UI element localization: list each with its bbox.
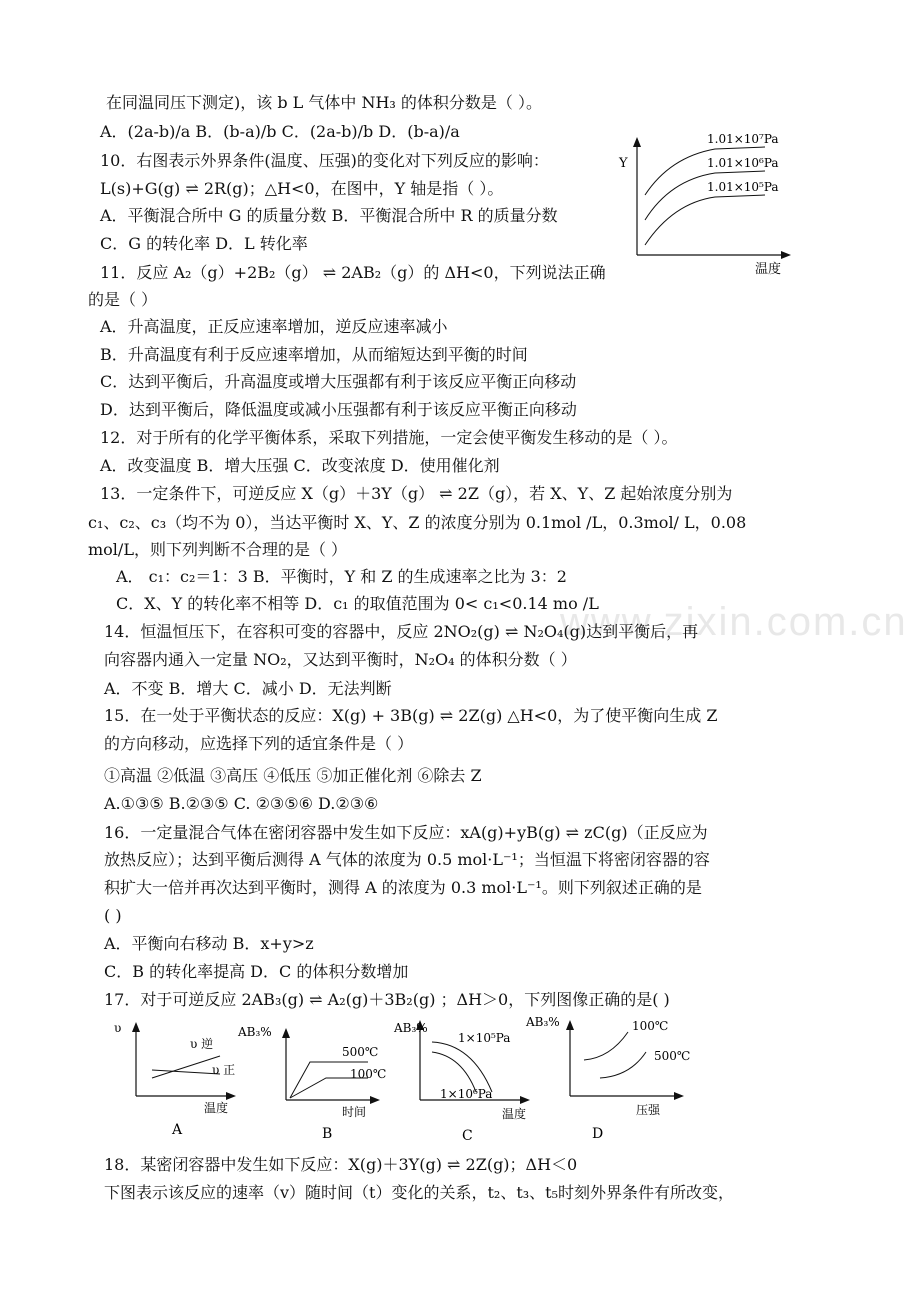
text-line: 的方向移动，应选择下列的适宜条件是（ ） — [104, 734, 414, 753]
fig17b-caption: B — [322, 1126, 333, 1142]
fig17a-line-reverse — [152, 1056, 220, 1078]
question-10: 10．右图表示外界条件(温度、压强)的变化对下列反应的影响： — [100, 151, 549, 170]
text-line: ( ) — [104, 906, 122, 925]
fig17a-label: υ 逆 — [190, 1037, 214, 1051]
fig10-x-label: 温度 — [755, 262, 782, 277]
fig17a-x-label: 温度 — [204, 1101, 229, 1115]
fig17-graph-c — [392, 1012, 542, 1144]
fig17-graph-d — [526, 1012, 700, 1144]
question-13: 13．一定条件下，可逆反应 X（g）＋3Y（g） ⇌ 2Z（g），若 X、Y、Z 起始浓度分别为 — [100, 484, 733, 503]
text-line: A．改变温度 B．增大压强 C．改变浓度 D．使用催化剂 — [100, 456, 500, 475]
text-line: A.①③⑤ B.②③⑤ C. ②③⑤⑥ D.②③⑥ — [104, 794, 379, 813]
text-line: A． c₁：c₂＝1：3 B．平衡时，Y 和 Z 的生成速率之比为 3：2 — [116, 567, 567, 586]
fig17a-caption: A — [172, 1122, 183, 1138]
fig17a-line-forward — [152, 1070, 220, 1074]
fig17c-curve-1 — [432, 1042, 492, 1092]
fig17c-label: 1×10⁶Pa — [440, 1087, 493, 1101]
fig17b-label: 500℃ — [342, 1045, 379, 1059]
question-12: 12．对于所有的化学平衡体系，采取下列措施，一定会使平衡发生移动的是（ ）。 — [100, 428, 678, 447]
fig17a-y-label: υ — [114, 1021, 122, 1035]
text-line: C．B 的转化率提高 D．C 的体积分数增加 — [104, 962, 409, 981]
text-line: 放热反应）；达到平衡后测得 A 气体的浓度为 0.5 mol·L⁻¹；当恒温下将密闭容器的容 — [104, 850, 710, 869]
fig17d-label: 500℃ — [654, 1049, 691, 1063]
watermark: www.zixin.com.cn — [560, 600, 908, 644]
fig10-curve-3 — [645, 195, 765, 245]
text-line: A．(2a-b)/a B．(b-a)/b C．(2a-b)/b D．(b-a)/a — [100, 122, 460, 141]
text-line: c₁、c₂、c₃（均不为 0），当达平衡时 X、Y、Z 的浓度分别为 0.1mol /L，0.3mol/ L，0.08 — [88, 513, 747, 532]
fig10-y-arrow — [633, 137, 641, 147]
text-line: ①高温 ②低温 ③高压 ④低压 ⑤加正催化剂 ⑥除去 Z — [104, 766, 482, 785]
fig17c-x-label: 温度 — [502, 1107, 527, 1121]
text-line: L(s)+G(g) ⇌ 2R(g)；△H<0，在图中，Y 轴是指（ ）。 — [100, 179, 504, 198]
fig17c-caption: C — [462, 1128, 473, 1144]
text-line: A．升高温度，正反应速率增加，逆反应速率减小 — [100, 317, 448, 336]
fig10-x-arrow — [781, 251, 791, 259]
fig17-graph-a — [112, 1018, 242, 1140]
text-line: A．平衡向右移动 B．x+y>z — [104, 934, 314, 953]
fig17d-curve-500 — [600, 1052, 646, 1078]
fig17b-x-label: 时间 — [342, 1105, 367, 1119]
fig10-curve-label: 1.01×10⁶Pa — [707, 156, 779, 170]
fig17d-curve-100 — [584, 1032, 628, 1060]
text-line: mol/L，则下列判断不合理的是（ ） — [88, 540, 348, 559]
fig10-y-label: Y — [619, 156, 628, 171]
question-11: 11．反应 A₂（g）+2B₂（g） ⇌ 2AB₂（g）的 ΔH<0，下列说法正确 — [100, 263, 606, 282]
fig17d-y-label: AB₃% — [526, 1015, 560, 1029]
fig10-curve-label: 1.01×10⁷Pa — [707, 132, 779, 146]
question-16: 16．一定量混合气体在密闭容器中发生如下反应：xA(g)+yB(g) ⇌ zC(g)（正反应为 — [104, 823, 708, 842]
fig17b-line-100 — [290, 1078, 368, 1098]
text-line: 向容器内通入一定量 NO₂，又达到平衡时，N₂O₄ 的体积分数（ ） — [104, 650, 577, 669]
text-line: C．X、Y 的转化率不相等 D．c₁ 的取值范围为 0< c₁<0.14 mo /L — [116, 594, 599, 613]
question-15: 15．在一处于平衡状态的反应：X(g) + 3B(g) ⇌ 2Z(g) △H<0，为了使平衡向生成 Z — [104, 706, 718, 725]
text-line: C．达到平衡后，升高温度或增大压强都有利于该反应平衡正向移动 — [100, 372, 577, 391]
fig17-graph-b — [238, 1018, 388, 1140]
fig10-graph — [615, 125, 815, 275]
fig17c-label: 1×10⁵Pa — [458, 1031, 511, 1045]
text-line: 在同温同压下测定)，该 b L 气体中 NH₃ 的体积分数是（ ）。 — [106, 93, 542, 112]
fig10-curve-label: 1.01×10⁵Pa — [707, 180, 779, 194]
text-line: 的是（ ） — [88, 290, 158, 309]
fig17b-label: 100℃ — [350, 1067, 387, 1081]
fig17d-caption: D — [592, 1126, 604, 1142]
question-17: 17．对于可逆反应 2AB₃(g) ⇌ A₂(g)＋3B₂(g) ；ΔH＞0，下列图像正确的是( ) — [104, 990, 670, 1009]
fig17c-y-label: AB₃% — [394, 1021, 428, 1035]
text-line: A．平衡混合所中 G 的质量分数 B．平衡混合所中 R 的质量分数 — [100, 206, 558, 225]
fig17b-y-label: AB₃% — [238, 1025, 272, 1039]
question-18: 18．某密闭容器中发生如下反应：X(g)＋3Y(g) ⇌ 2Z(g)；ΔH＜0 — [104, 1155, 578, 1174]
text-line: 积扩大一倍并再次达到平衡时，测得 A 的浓度为 0.3 mol·L⁻¹。则下列叙述正确的是 — [104, 878, 702, 897]
text-line: A．不变 B．增大 C．减小 D．无法判断 — [104, 679, 392, 698]
fig17d-label: 100℃ — [632, 1019, 669, 1033]
fig17a-label: υ 正 — [212, 1063, 236, 1077]
question-14: 14．恒温恒压下，在容积可变的容器中，反应 2NO₂(g) ⇌ N₂O₄(g)达到平衡后，再 — [104, 622, 699, 641]
text-line: B．升高温度有利于反应速率增加，从而缩短达到平衡的时间 — [100, 345, 528, 364]
fig17d-x-label: 压强 — [636, 1103, 661, 1117]
text-line: D．达到平衡后，降低温度或减小压强都有利于该反应平衡正向移动 — [100, 400, 577, 419]
text-line: C．G 的转化率 D．L 转化率 — [100, 234, 308, 253]
text-line: 下图表示该反应的速率（v）随时间（t）变化的关系，t₂、t₃、t₅时刻外界条件有所改变， — [104, 1183, 735, 1202]
